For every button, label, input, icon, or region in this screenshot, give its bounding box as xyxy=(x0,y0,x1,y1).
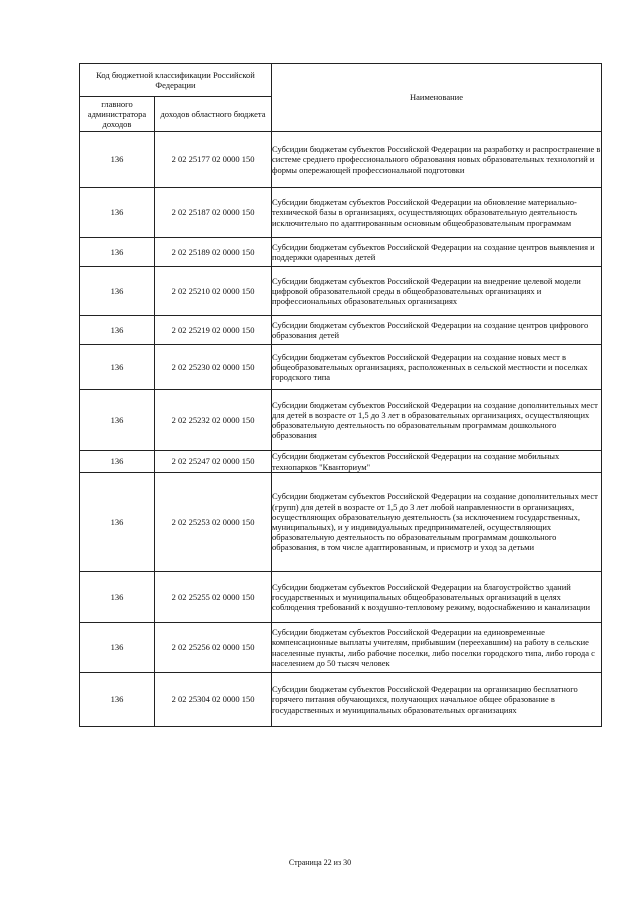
income-code-cell: 2 02 25230 02 0000 150 xyxy=(155,345,272,390)
name-cell: Субсидии бюджетам субъектов Российской Федерации на создание мобильных технопарков "Кванториум" xyxy=(272,451,602,473)
table-row xyxy=(80,673,602,727)
table-row xyxy=(80,451,602,473)
income-code-cell: 2 02 25255 02 0000 150 xyxy=(155,572,272,623)
name-cell: Субсидии бюджетам субъектов Российской Федерации на создание новых мест в общеобразовательных организациях, расположенных в сельской местности и поселках городского типа xyxy=(272,345,602,390)
header-name: Наименование xyxy=(272,64,602,132)
income-code-cell: 2 02 25247 02 0000 150 xyxy=(155,451,272,473)
income-code-cell: 2 02 25187 02 0000 150 xyxy=(155,188,272,238)
income-code-cell: 2 02 25256 02 0000 150 xyxy=(155,623,272,673)
name-cell: Субсидии бюджетам субъектов Российской Федерации на разработку и распространение в системе среднего профессионального образования новых образовательных технологий и формы опережающей профессиональной подготовки xyxy=(272,132,602,188)
name-cell: Субсидии бюджетам субъектов Российской Федерации на создание центров выявления и поддержки одаренных детей xyxy=(272,238,602,267)
admin-code-cell: 136 xyxy=(80,623,155,673)
name-cell: Субсидии бюджетам субъектов Российской Федерации на внедрение целевой модели цифровой образовательной среды в общеобразовательных организациях и профессиональных образовательных организациях xyxy=(272,267,602,316)
table-row xyxy=(80,572,602,623)
income-code-cell: 2 02 25219 02 0000 150 xyxy=(155,316,272,345)
header-income: доходов областного бюджета xyxy=(155,97,272,132)
table-row xyxy=(80,188,602,238)
header-admin: главного администратора доходов xyxy=(80,97,155,132)
admin-code-cell: 136 xyxy=(80,572,155,623)
admin-code-cell: 136 xyxy=(80,188,155,238)
admin-code-cell: 136 xyxy=(80,267,155,316)
admin-code-cell: 136 xyxy=(80,451,155,473)
name-cell: Субсидии бюджетам субъектов Российской Федерации на благоустройство зданий государственных и муниципальных общеобразовательных организаций в целях соблюдения требований к воздушно-тепловому режиму, водоснабжению и канализации xyxy=(272,572,602,623)
admin-code-cell: 136 xyxy=(80,238,155,267)
name-cell: Субсидии бюджетам субъектов Российской Федерации на создание центров цифрового образования детей xyxy=(272,316,602,345)
table-row xyxy=(80,623,602,673)
budget-classification-table xyxy=(79,63,602,727)
table-row xyxy=(80,390,602,451)
admin-code-cell: 136 xyxy=(80,316,155,345)
header-code-group: Код бюджетной классификации Российской Федерации xyxy=(80,64,272,97)
admin-code-cell: 136 xyxy=(80,673,155,727)
income-code-cell: 2 02 25304 02 0000 150 xyxy=(155,673,272,727)
name-cell: Субсидии бюджетам субъектов Российской Федерации на организацию бесплатного горячего питания обучающихся, получающих начальное общее образование в государственных и муниципальных образовательных организациях xyxy=(272,673,602,727)
income-code-cell: 2 02 25232 02 0000 150 xyxy=(155,390,272,451)
admin-code-cell: 136 xyxy=(80,345,155,390)
name-cell: Субсидии бюджетам субъектов Российской Федерации на единовременные компенсационные выплаты учителям, прибывшим (переехавшим) на работу в сельские населенные пункты, либо рабочие поселки, либо поселки городского типа, либо города с населением до 50 тысяч человек xyxy=(272,623,602,673)
admin-code-cell: 136 xyxy=(80,390,155,451)
income-code-cell: 2 02 25177 02 0000 150 xyxy=(155,132,272,188)
table-row xyxy=(80,473,602,572)
income-code-cell: 2 02 25253 02 0000 150 xyxy=(155,473,272,572)
table-row xyxy=(80,267,602,316)
name-cell: Субсидии бюджетам субъектов Российской Федерации на обновление материально-технической базы в организациях, осуществляющих образовательную деятельность исключительно по адаптированным основным общеобразовательным программам xyxy=(272,188,602,238)
table-row xyxy=(80,238,602,267)
page-number: Страница 22 из 30 xyxy=(288,858,352,867)
name-cell: Субсидии бюджетам субъектов Российской Федерации на создание дополнительных мест (групп) для детей в возрасте от 1,5 до 3 лет любой направленности в организациях, осуществляющих образовательную деятельность (за исключением государственных, муниципальных), и у индивидуальных предпринимателей, осуществляющих образовательную деятельность по образовательным программам дошкольного образования, в том числе адаптированным, и присмотр и уход за детьми xyxy=(272,473,602,572)
table-row xyxy=(80,132,602,188)
income-code-cell: 2 02 25189 02 0000 150 xyxy=(155,238,272,267)
table-row xyxy=(80,345,602,390)
name-cell: Субсидии бюджетам субъектов Российской Федерации на создание дополнительных мест для детей в возрасте от 1,5 до 3 лет в образовательных организациях, осуществляющих образовательную деятельность по образовательным программам дошкольного образования xyxy=(272,390,602,451)
admin-code-cell: 136 xyxy=(80,132,155,188)
income-code-cell: 2 02 25210 02 0000 150 xyxy=(155,267,272,316)
table-row xyxy=(80,316,602,345)
admin-code-cell: 136 xyxy=(80,473,155,572)
